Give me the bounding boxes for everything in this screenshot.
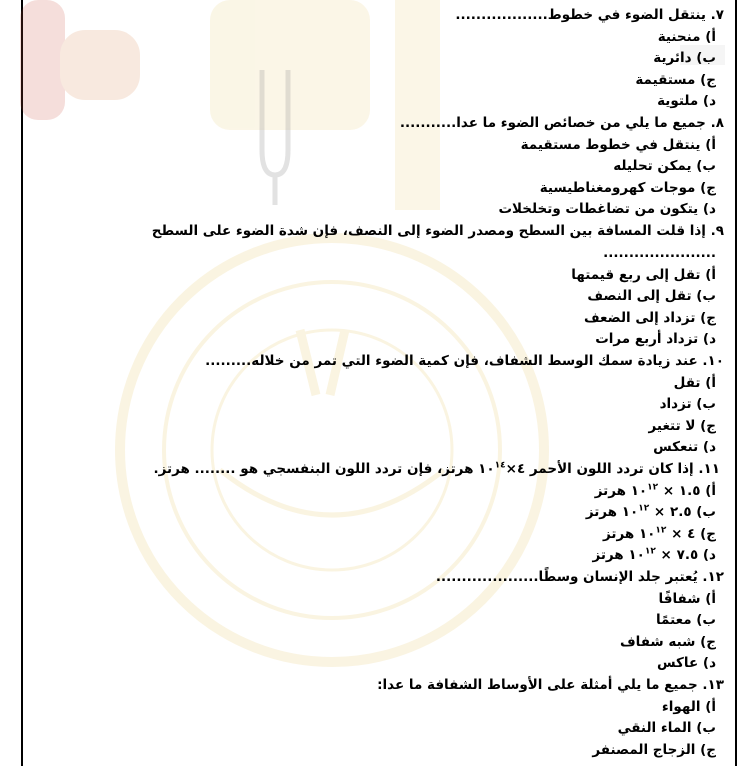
page-border-left (21, 0, 23, 766)
question-11-option-d (592, 545, 716, 565)
question-10-option-a: أ) تقل (673, 375, 716, 391)
question-8-option-d: د) يتكون من تضاغطات وتخلخلات (498, 201, 716, 217)
question-11-exponent: ١٤ (494, 460, 506, 471)
question-7-option-b: ب) دائرية (653, 50, 716, 66)
question-7-option-c: ج) مستقيمة (635, 72, 716, 88)
question-8-option-c: ج) موجات كهرومغناطيسية (539, 180, 716, 196)
option-unit: هرتز (594, 483, 631, 499)
question-11-stem-text: ١١. إذا كان تردد اللون الأحمر ٤×١٠ (478, 461, 720, 477)
question-11-option-b (586, 502, 716, 522)
question-13-option-c: ج) الزجاج المصنفر (592, 742, 716, 758)
question-9-option-c: ج) تزداد إلى الضعف (583, 310, 716, 326)
question-10-option-b: ب) تزداد (659, 396, 716, 412)
option-text: د) ٧.٥ × ١٠ (628, 547, 716, 563)
question-12-option-c: ج) شبه شفاف (619, 634, 716, 650)
question-12-option-b: ب) معتمًا (655, 612, 716, 628)
question-11-option-c (603, 524, 716, 544)
question-8-option-a: أ) ينتقل في خطوط مستقيمة (520, 137, 716, 153)
question-8-option-b: ب) يمكن تحليله (613, 158, 716, 174)
question-13-stem: ١٣. جميع ما يلي أمثلة على الأوساط الشفافة ما عدا: (377, 677, 724, 693)
question-7-option-d: د) ملتوية (657, 93, 716, 109)
option-exponent: ١٢ (644, 546, 656, 557)
question-9-stem: ٩. إذا قلت المسافة بين السطح ومصدر الضوء إلى النصف، فإن شدة الضوء على السطح (151, 223, 724, 239)
option-text: أ) ١.٥ × ١٠ (630, 483, 716, 499)
question-9-option-d: د) تزداد أربع مرات (595, 331, 716, 347)
question-7-option-a: أ) منحنية (657, 29, 716, 45)
question-10-option-d: د) تنعكس (653, 439, 716, 455)
option-unit: هرتز (592, 547, 629, 563)
question-13-option-b: ب) الماء النقي (617, 720, 716, 736)
question-9-option-b: ب) تقل إلى النصف (587, 288, 716, 304)
option-exponent: ١٢ (638, 503, 650, 514)
question-12-stem: ١٢. يُعتبر جلد الإنسان وسطًا.................... (435, 569, 724, 585)
question-11-stem-end: هرتز، فإن تردد اللون البنفسجي هو ........ هرتز. (153, 461, 479, 477)
question-10-stem: ١٠. عند زيادة سمك الوسط الشفاف، فإن كمية الضوء التي تمر من خلاله......... (205, 353, 724, 369)
question-10-option-c: ج) لا تتغير (648, 418, 716, 434)
question-9-blank: ...................... (603, 245, 716, 261)
question-8-stem: ٨. جميع ما يلي من خصائص الضوء ما عدا........... (399, 115, 724, 131)
question-13-option-a: أ) الهواء (661, 699, 716, 715)
option-text: ب) ٢.٥ × ١٠ (621, 504, 716, 520)
question-12-option-d: د) عاكس (656, 655, 716, 671)
question-11-stem (153, 459, 720, 479)
question-9-option-a: أ) تقل إلى ربع قيمتها (571, 267, 716, 283)
option-text: ج) ٤ × ١٠ (638, 526, 716, 542)
option-exponent: ١٢ (655, 525, 667, 536)
question-7-stem: ٧. ينتقل الضوء في خطوط.................. (455, 7, 724, 23)
option-unit: هرتز (603, 526, 639, 542)
option-exponent: ١٢ (647, 482, 659, 493)
question-11-option-a (595, 481, 716, 501)
option-unit: هرتز (585, 504, 622, 520)
question-12-option-a: أ) شفافًا (658, 591, 716, 607)
page-border-right (735, 0, 737, 766)
